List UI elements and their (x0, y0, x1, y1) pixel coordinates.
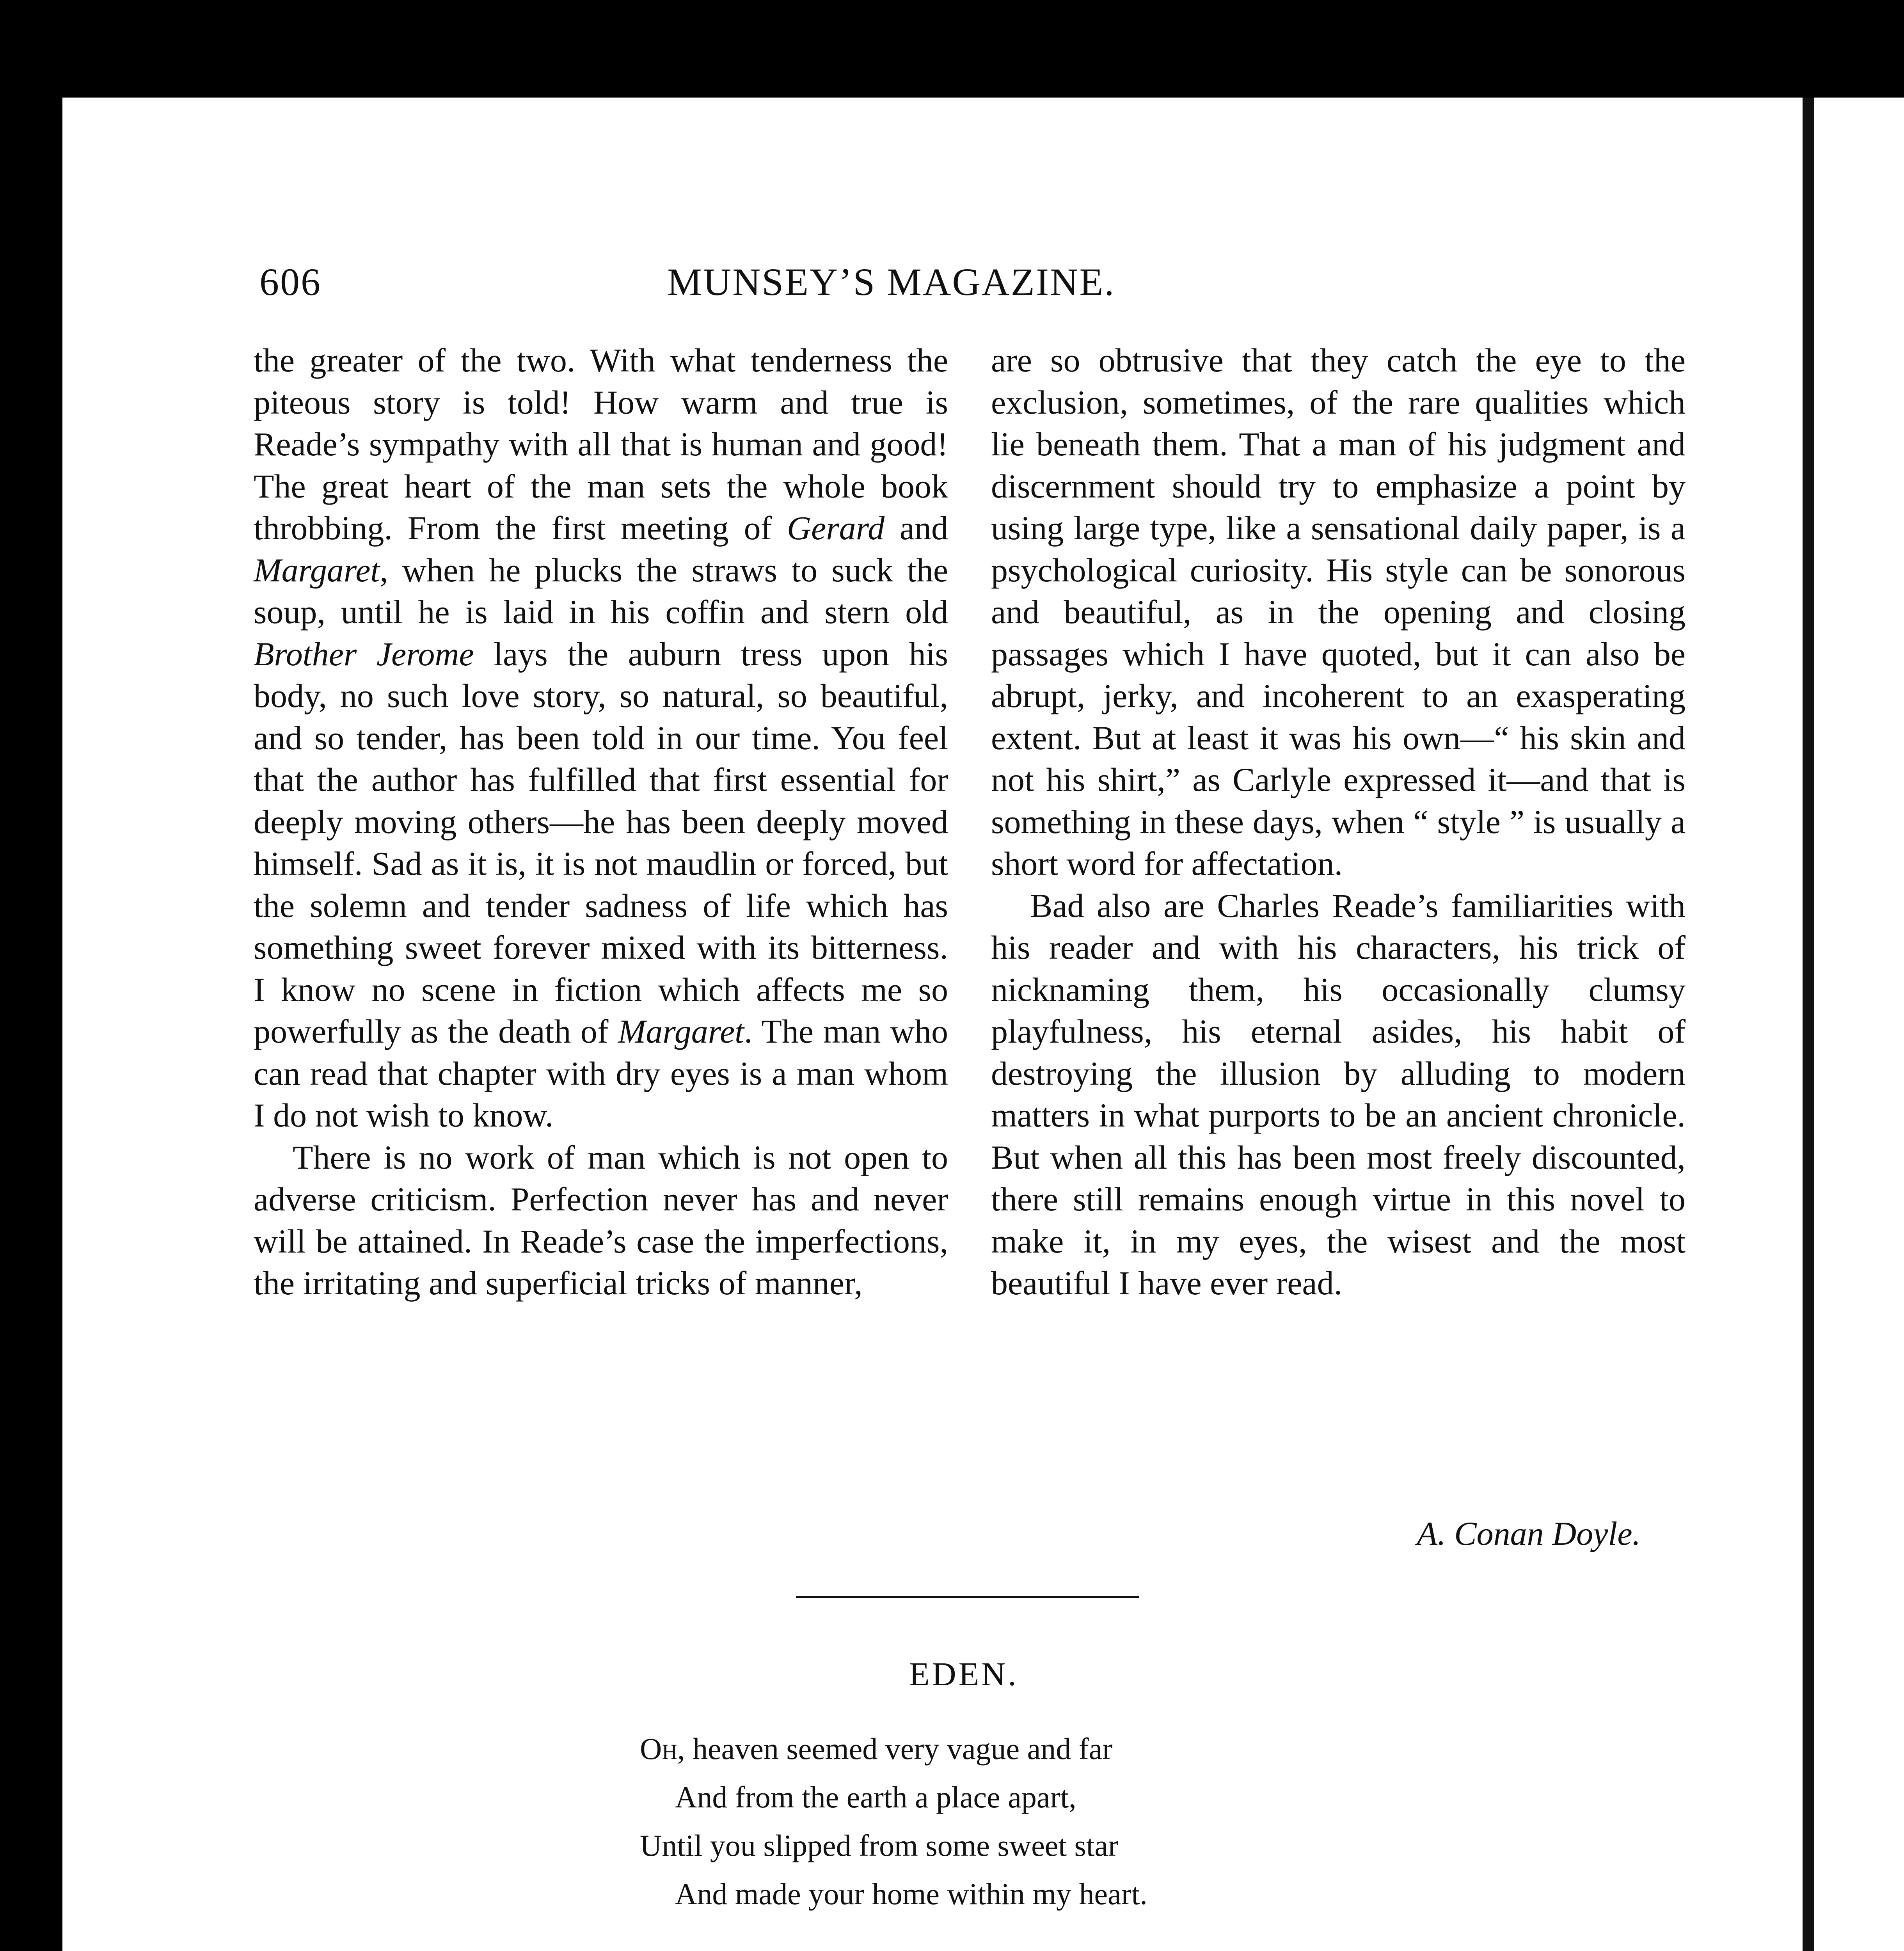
poem-line (640, 1725, 1420, 1773)
article-paragraph: Bad also are Charles Reade’s familiarities with his reader and with his characters, his trick of nicknaming them, his occasionally clumsy playfulness, his eternal asides, his habit of destroying the illusion by alluding to modern matters in what purports to be an ancient chronicle. But when all this has been most freely discounted, there still remains enough virtue in this novel to make it, in my eyes, the wisest and the most beautiful I have ever read. (991, 887, 1686, 1302)
article-left-column (254, 339, 948, 1304)
page-gutter (1803, 98, 1814, 1951)
article-paragraph: are so obtrusive that they catch the eye to the exclusion, sometimes, of the rare qualities which lie beneath them. That a man of his judgment and discernment should try to emphasize a point by using large type, like a sensational daily paper, is a psychological curiosity. His style can be sonorous and beautiful, as in the opening and closing passages which I have quoted, but it can also be abrupt, jerky, and incoherent to an exasperating extent. But at least it was his own—“ his skin and not his shirt,” as Carlyle expressed it—and that is something in these days, when “ style ” is usually a short word for affectation. (991, 341, 1686, 882)
article-paragraph: the greater of the two. With what tenderness the piteous story is told! How warm and true is Reade’s sympathy with all that is human and good! The great heart of the man sets the whole book throbbing. From the first meeting of Gerard and Margaret, when he plucks the straws to suck the soup, until he is laid in his coffin and stern old Brother Jerome lays the auburn tress upon his body, no such love story, so natural, so beautiful, and so tender, has been told in our time. You feel that the author has fulfilled that first essential for deeply moving others—he has been deeply moved himself. Sad as it is, it is not maudlin or forced, but the solemn and tender sadness of life which has something sweet forever mixed with its bitterness. I know no scene in fiction which affects me so powerfully as the death of Margaret. The man who can read that chapter with dry eyes is a man whom I do not wish to know. (254, 341, 948, 1134)
poem-line: And from the earth a place apart, (675, 1780, 1076, 1814)
poem-line: And made your home within my heart. (675, 1877, 1147, 1911)
poem (640, 1725, 1420, 1951)
article-right-column (991, 339, 1686, 1304)
poem-title: EDEN. (909, 1655, 1019, 1693)
article-paragraph: There is no work of man which is not open to adverse criticism. Perfection never has and never will be attained. In Reade’s case the imperfections, the irritating and superficial tricks of manner, (254, 1138, 948, 1302)
running-title: MUNSEY’S MAGAZINE. (667, 260, 1115, 304)
poem-first-word: Oh, (640, 1732, 685, 1766)
poem-line: Until you slipped from some sweet star (640, 1828, 1119, 1862)
poem-stanza (640, 1725, 1420, 1918)
section-divider (796, 1596, 1139, 1598)
poem-line-text: heaven seemed very vague and far (693, 1732, 1113, 1766)
adjacent-page-edge (1814, 98, 1904, 1951)
page-number: 606 (259, 260, 321, 304)
article-signature: A. Conan Doyle. (1417, 1515, 1641, 1552)
